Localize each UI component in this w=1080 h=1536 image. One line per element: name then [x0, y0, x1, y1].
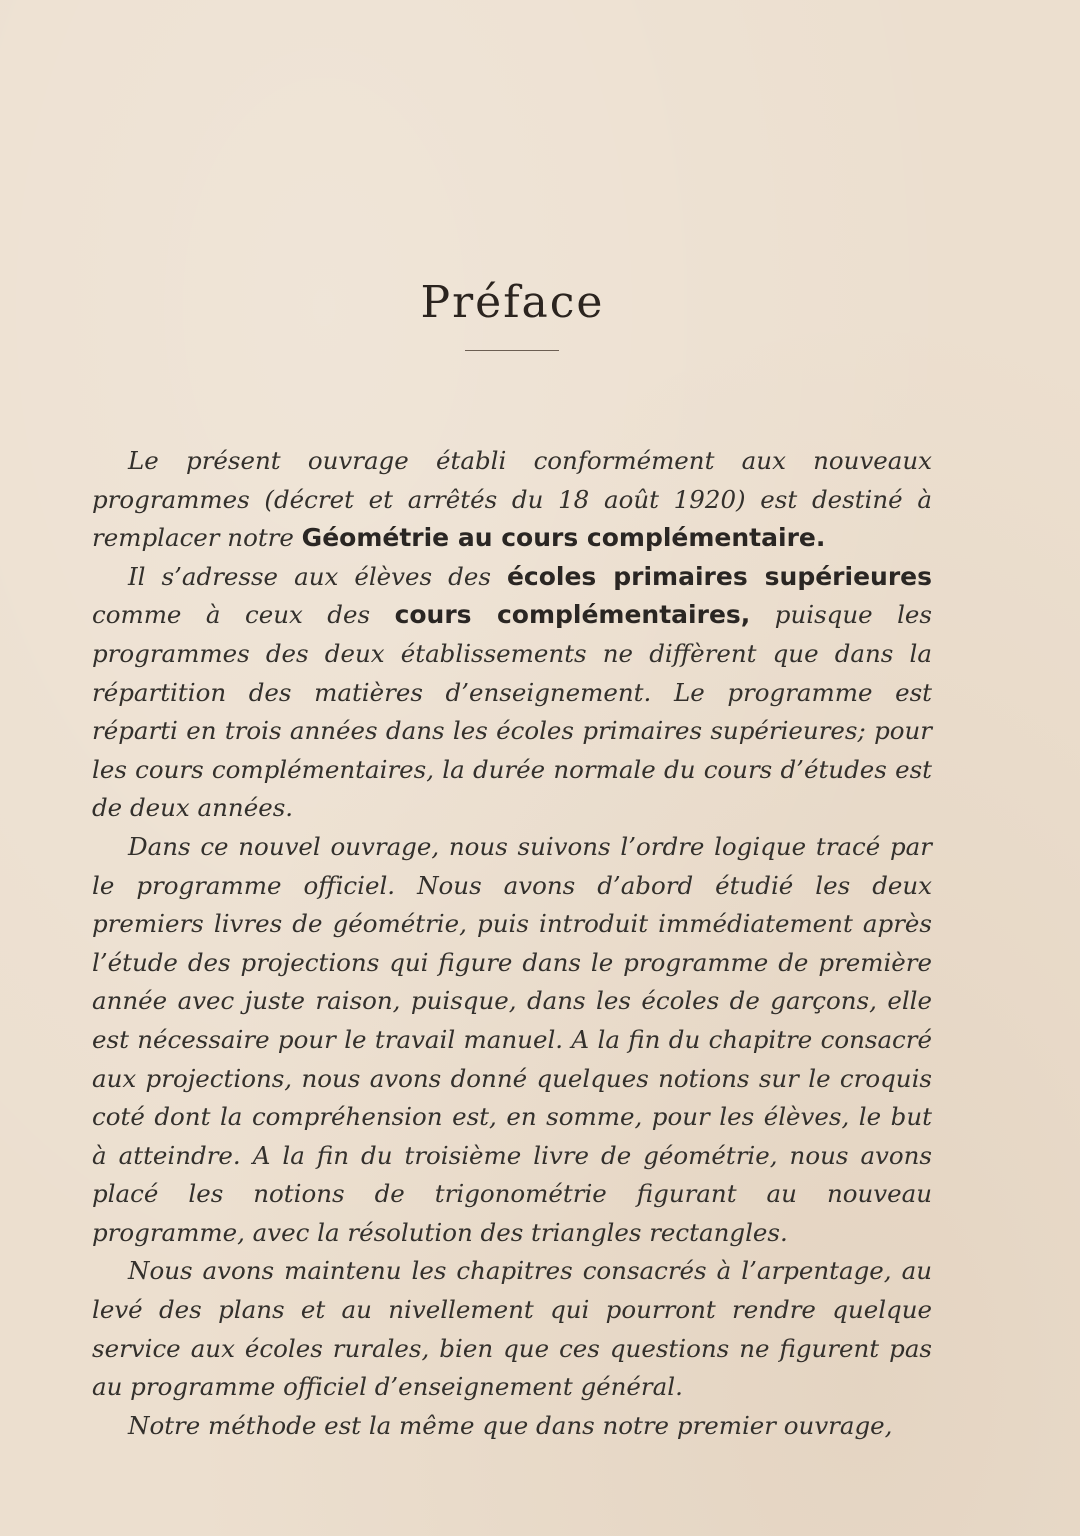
text-run: Le présent ouvrage établi conformément aux nouveaux programmes (décret et arrêtés du 18 août 1920) est destiné à remplacer notre [92, 446, 932, 553]
text-run: comme à ceux des [92, 600, 395, 630]
paragraph [92, 558, 932, 828]
text-run: Dans ce nouvel ouvrage, nous suivons l’ordre logique tracé par le programme officiel. Nous avons d’abord étudié les deux premiers livres de géométrie, puis introduit immédiatement après l’étude des projections qui figure dans le programme de première année avec juste raison, puisque, dans les écoles de garçons, elle est nécessaire pour le travail manuel. A la fin du chapitre consacré aux projections, nous avons donné quelques notions sur le croquis coté dont la compréhension est, en somme, pour les élèves, le but à atteindre. A la fin du troisième livre de géométrie, nous avons placé les notions de trigonométrie figurant au nouveau programme, avec la résolution des triangles rectangles. [92, 831, 932, 1247]
bold-phrase: Géométrie au cours complémentaire. [301, 523, 826, 553]
text-run: Il s’adresse aux élèves des [128, 561, 507, 591]
paragraph [92, 828, 932, 1253]
paragraph [92, 1252, 932, 1406]
text-run: Nous avons maintenu les chapitres consacrés à l’arpentage, au levé des plans et au nivellement qui pourront rendre quelque service aux écoles rurales, bien que ces questions ne figurent pas au programme officiel d’enseignement général. [92, 1256, 932, 1402]
paragraph [92, 442, 932, 558]
paragraph [92, 1407, 932, 1446]
page-title: Préface [420, 277, 605, 329]
preface-body [92, 442, 932, 1445]
bold-phrase: écoles primaires supérieures [506, 561, 932, 591]
text-run: Notre méthode est la même que dans notre premier ouvrage, [128, 1410, 893, 1440]
title-divider [465, 350, 559, 351]
bold-phrase: cours complémentaires, [394, 600, 751, 630]
text-run: puisque les programmes des deux établissements ne diffèrent que dans la répartition des matières d’enseignement. Le programme est réparti en trois années dans les écoles primaires supérieures; pour les cours complémentaires, la durée normale du cours d’études est de deux années. [92, 600, 933, 823]
